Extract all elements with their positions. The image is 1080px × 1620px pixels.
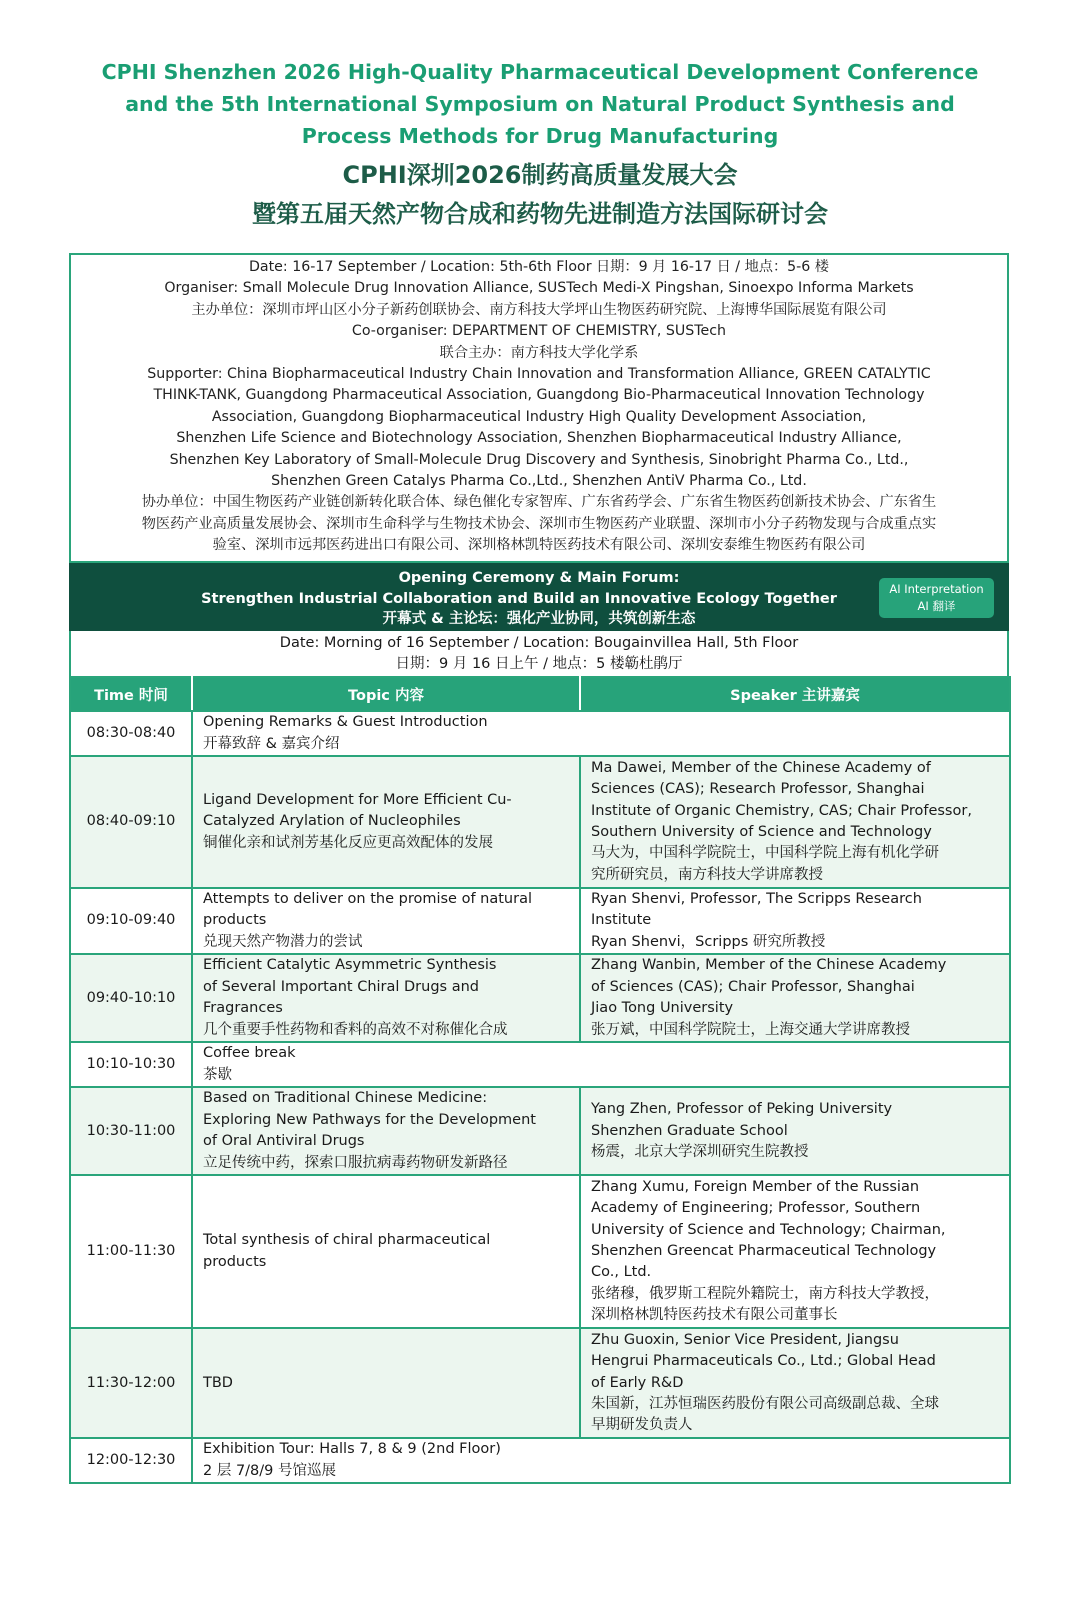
- topic-line: products: [203, 912, 267, 929]
- session-speaker: [580, 1328, 1010, 1438]
- speaker-line: Zhu Guoxin, Senior Vice President, Jiangsu: [591, 1331, 899, 1348]
- speaker-line: Zhang Xumu, Foreign Member of the Russian: [591, 1178, 920, 1195]
- speaker-line: of Early R&D: [591, 1374, 684, 1391]
- schedule-row: [70, 888, 1010, 954]
- title-en-line: CPHI Shenzhen 2026 High-Quality Pharmaceutical Development Conference: [101, 60, 979, 84]
- session-topic: [192, 1175, 580, 1328]
- session-title-line1: Opening Ceremony & Main Forum:: [398, 570, 680, 586]
- session-time: 08:40-09:10: [70, 756, 192, 888]
- speaker-line: Institute: [591, 912, 652, 929]
- topic-line: Opening Remarks & Guest Introduction: [203, 714, 488, 731]
- speaker-line: Sciences (CAS); Research Professor, Shanghai: [591, 781, 925, 798]
- speaker-line: Ryan Shenvi, Professor, The Scripps Research: [591, 891, 922, 907]
- session-time: 10:30-11:00: [70, 1087, 192, 1175]
- speaker-line: 早期研发负责人: [591, 1417, 693, 1434]
- speaker-line: University of Science and Technology; Chairman,: [591, 1221, 946, 1238]
- session-speaker: [580, 954, 1010, 1042]
- title-en-line: and the 5th International Symposium on Natural Product Synthesis and: [125, 92, 955, 116]
- session-date-location: [69, 631, 1009, 676]
- speaker-line: Co., Ltd.: [591, 1264, 652, 1281]
- session-speaker: [580, 1175, 1010, 1328]
- info-line: Supporter: China Biopharmaceutical Industry Chain Innovation and Transformation Alliance, GREEN CATALYTIC: [147, 366, 931, 383]
- topic-line: 立足传统中药，探索口服抗病毒药物研发新路径: [203, 1154, 508, 1171]
- schedule-header-row: [70, 677, 1010, 711]
- info-line: 验室、深圳市远邦医药进出口有限公司、深圳格林凯特医药技术有限公司、深圳安泰维生物医药有限公司: [212, 537, 866, 554]
- speaker-line: 深圳格林凯特医药技术有限公司董事长: [591, 1307, 838, 1324]
- speaker-line: Jiao Tong University: [591, 1000, 734, 1017]
- speaker-line: Shenzhen Greencat Pharmaceutical Technology: [591, 1243, 937, 1260]
- session-speaker: [580, 1087, 1010, 1175]
- info-line: 联合主办：南方科技大学化学系: [439, 344, 639, 361]
- speaker-line: Yang Zhen, Professor of Peking University: [591, 1101, 893, 1118]
- schedule-row: [70, 1175, 1010, 1328]
- info-line: 物医药产业高质量发展协会、深圳市生命科学与生物技术协会、深圳市生物医药产业联盟、深圳市小分子药物发现与合成重点实: [141, 515, 937, 532]
- ai-interpretation-badge[interactable]: [879, 578, 994, 618]
- speaker-line: Shenzhen Graduate School: [591, 1122, 788, 1139]
- topic-line: 开幕致辞 & 嘉宾介绍: [203, 735, 340, 752]
- session-topic: [192, 1438, 1010, 1483]
- speaker-line: 杨震，北京大学深圳研究生院教授: [591, 1143, 809, 1160]
- speaker-line: 张万斌，中国科学院院士，上海交通大学讲席教授: [591, 1021, 910, 1038]
- session-topic: [192, 954, 580, 1042]
- session-topic: [192, 888, 580, 954]
- ai-badge-label-cn: AI 翻译: [917, 599, 956, 613]
- session-date-en: Date: Morning of 16 September / Location: Bougainvillea Hall, 5th Floor: [279, 635, 799, 651]
- topic-line: 铜催化亲和试剂芳基化反应更高效配体的发展: [203, 834, 493, 851]
- session-time: 09:10-09:40: [70, 888, 192, 954]
- topic-line: Exhibition Tour: Halls 7, 8 & 9 (2nd Floor): [203, 1441, 501, 1458]
- info-line: Shenzhen Key Laboratory of Small-Molecule Drug Discovery and Synthesis, Sinobright Pharma Co., Ltd.,: [169, 451, 909, 468]
- topic-line: Catalyzed Arylation of Nucleophiles: [203, 813, 461, 830]
- schedule-row: [70, 954, 1010, 1042]
- schedule-row: [70, 1328, 1010, 1438]
- topic-line: Fragrances: [203, 1000, 283, 1017]
- session-topic: [192, 756, 580, 888]
- speaker-line: Institute of Organic Chemistry, CAS; Chair Professor,: [591, 802, 972, 819]
- speaker-line: Zhang Wanbin, Member of the Chinese Academy: [591, 957, 947, 974]
- title-cn-line: 暨第五届天然产物合成和药物先进制造方法国际研讨会: [252, 200, 828, 228]
- session-time: 08:30-08:40: [70, 711, 192, 756]
- title-en-line: Process Methods for Drug Manufacturing: [301, 124, 779, 148]
- session-time: 11:30-12:00: [70, 1328, 192, 1438]
- schedule-row: [70, 1087, 1010, 1175]
- topic-line: of Oral Antiviral Drugs: [203, 1133, 365, 1150]
- topic-line: products: [203, 1253, 267, 1270]
- schedule-row: [70, 1438, 1010, 1483]
- schedule-row: [70, 711, 1010, 756]
- topic-line: Efficient Catalytic Asymmetric Synthesis: [203, 957, 497, 974]
- conference-title-en: [60, 56, 1020, 152]
- header-time: Time 时间: [70, 677, 192, 711]
- speaker-line: Southern University of Science and Technology: [591, 824, 932, 840]
- info-line: Shenzhen Green Catalys Pharma Co.,Ltd., Shenzhen AntiV Pharma Co., Ltd.: [271, 473, 807, 490]
- info-line: 协办单位：中国生物医药产业链创新转化联合体、绿色催化专家智库、广东省药学会、广东省生物医药创新技术协会、广东省生: [141, 494, 937, 511]
- topic-line: 茶歇: [203, 1066, 232, 1083]
- speaker-line: 究所研究员，南方科技大学讲席教授: [591, 866, 823, 883]
- info-line: 主办单位：深圳市坪山区小分子新药创联协会、南方科技大学坪山生物医药研究院、上海博华国际展览有限公司: [191, 301, 887, 318]
- speaker-line: Ryan Shenvi，Scripps 研究所教授: [591, 933, 826, 950]
- speaker-line: 张绪穆，俄罗斯工程院外籍院士，南方科技大学教授，: [591, 1285, 939, 1302]
- session-speaker: [580, 888, 1010, 954]
- session-time: 12:00-12:30: [70, 1438, 192, 1483]
- speaker-line: Academy of Engineering; Professor, Southern: [591, 1200, 921, 1217]
- title-cn-line: CPHI深圳2026制药高质量发展大会: [342, 161, 738, 189]
- speaker-line: Hengrui Pharmaceuticals Co., Ltd.; Global Head: [591, 1353, 936, 1370]
- conference-info-box: [69, 253, 1009, 563]
- conference-title-cn: [60, 156, 1020, 234]
- schedule-row: [70, 1042, 1010, 1087]
- session-time: 09:40-10:10: [70, 954, 192, 1042]
- session-banner: [69, 563, 1009, 631]
- session-speaker: [580, 756, 1010, 888]
- topic-line: TBD: [203, 1374, 233, 1391]
- schedule-row: [70, 756, 1010, 888]
- info-line: Shenzhen Life Science and Biotechnology Association, Shenzhen Biopharmaceutical Industry Alliance,: [176, 430, 902, 447]
- topic-line: Based on Traditional Chinese Medicine:: [203, 1090, 488, 1107]
- header-topic: Topic 内容: [192, 677, 580, 711]
- topic-line: 2 层 7/8/9 号馆巡展: [203, 1462, 336, 1479]
- session-title-cn: 开幕式 & 主论坛：强化产业协同，共筑创新生态: [382, 611, 696, 627]
- info-line: Organiser: Small Molecule Drug Innovation Alliance, SUSTech Medi-X Pingshan, Sinoexpo Informa Markets: [164, 280, 914, 297]
- session-title-line2: Strengthen Industrial Collaboration and Build an Innovative Ecology Together: [201, 591, 837, 607]
- session-time: 10:10-10:30: [70, 1042, 192, 1087]
- info-line: Co-organiser: DEPARTMENT OF CHEMISTRY, SUSTech: [351, 323, 727, 340]
- schedule-table: [69, 676, 1011, 1484]
- info-line: THINK-TANK, Guangdong Pharmaceutical Association, Guangdong Bio-Pharmaceutical Innovation Technology: [153, 387, 925, 404]
- topic-line: Coffee break: [203, 1045, 296, 1062]
- session-date-cn: 日期：9 月 16 日上午 / 地点：5 楼簕杜鹃厅: [395, 656, 683, 672]
- speaker-line: Ma Dawei, Member of the Chinese Academy of: [591, 759, 931, 776]
- topic-line: Exploring New Pathways for the Development: [203, 1111, 536, 1128]
- session-topic: [192, 1328, 580, 1438]
- session-time: 11:00-11:30: [70, 1175, 192, 1328]
- topic-line: 几个重要手性药物和香料的高效不对称催化合成: [203, 1021, 508, 1038]
- speaker-line: 马大为，中国科学院院士，中国科学院上海有机化学研: [591, 845, 939, 862]
- speaker-line: 朱国新，江苏恒瑞医药股份有限公司高级副总裁、全球: [591, 1395, 939, 1412]
- info-line: Association, Guangdong Biopharmaceutical Industry High Quality Development Association,: [211, 408, 867, 425]
- topic-line: 兑现天然产物潜力的尝试: [203, 933, 363, 950]
- session-topic: [192, 1042, 1010, 1087]
- session-topic: [192, 711, 1010, 756]
- info-line: Date: 16-17 September / Location: 5th-6th Floor 日期：9 月 16-17 日 / 地点：5-6 楼: [249, 259, 829, 275]
- topic-line: Ligand Development for More Efficient Cu-: [203, 791, 512, 808]
- ai-badge-label-en: AI Interpretation: [889, 582, 984, 596]
- topic-line: of Several Important Chiral Drugs and: [203, 978, 479, 995]
- speaker-line: of Sciences (CAS); Chair Professor, Shanghai: [591, 978, 915, 995]
- session-topic: [192, 1087, 580, 1175]
- topic-line: Total synthesis of chiral pharmaceutical: [203, 1232, 491, 1249]
- topic-line: Attempts to deliver on the promise of natural: [203, 891, 532, 907]
- header-speaker: Speaker 主讲嘉宾: [580, 677, 1010, 711]
